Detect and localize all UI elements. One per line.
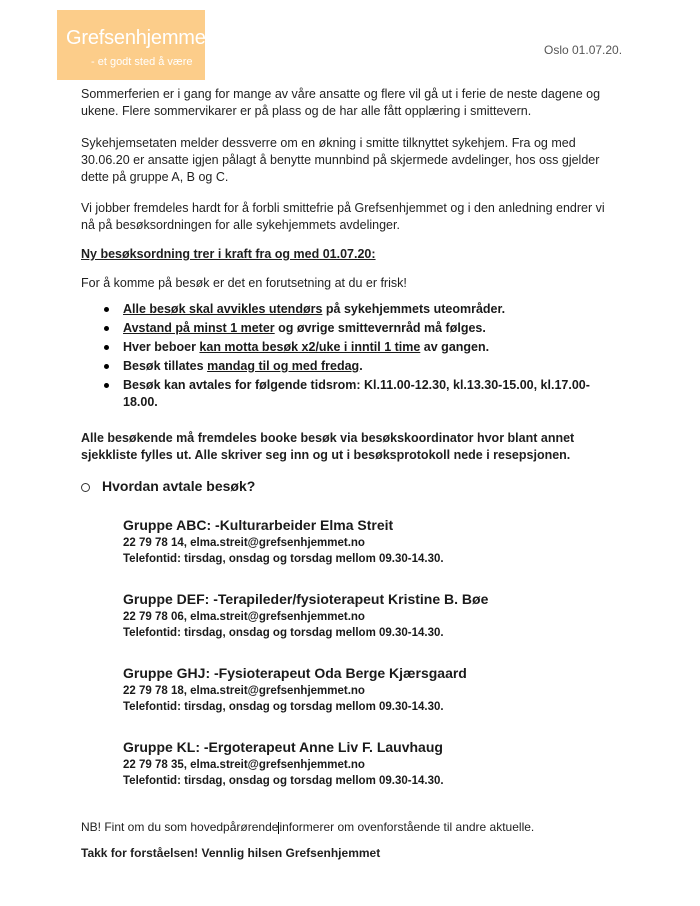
group-hours: Telefontid: tirsdag, onsdag og torsdag mellom 09.30-14.30.: [123, 553, 444, 565]
nb-note-start: NB! Fint om du som hovedpårørende: [81, 820, 279, 834]
nb-note: [81, 819, 621, 836]
group-contact: 22 79 78 35, elma.streit@grefsenhjemmet.no: [123, 759, 365, 771]
rule-3-prefix: Hver beboer: [123, 340, 200, 354]
rule-2-emphasis: Avstand på minst 1 meter: [123, 321, 275, 335]
group-title: Gruppe KL: -Ergoterapeut Anne Liv F. Lauvhaug: [123, 739, 443, 755]
nb-note-end: informerer om ovenforstående til andre aktuelle.: [279, 820, 535, 834]
document-date: Oslo 01.07.20.: [544, 43, 623, 57]
contact-group-kl: [123, 737, 603, 789]
booking-note: Alle besøkende må fremdeles booke besøk via besøkskoordinator hvor blant annet sjekkliste fylles ut. Alle skriver seg inn og ut i besøksprotokoll nede i resepsjonen.: [81, 431, 575, 462]
group-contact: 22 79 78 14, elma.streit@grefsenhjemmet.no: [123, 537, 365, 549]
rule-5-text: Besøk kan avtales for følgende tidsrom: Kl.11.00-12.30, kl.13.30-15.00, kl.17.00-18.00.: [123, 378, 590, 409]
rule-3-text: av gangen.: [420, 340, 490, 354]
contact-group-abc: [123, 515, 603, 567]
list-item: [81, 358, 621, 375]
contact-group-def: [123, 589, 603, 641]
rule-1-text: på sykehjemmets uteområder.: [322, 302, 506, 316]
rule-3-emphasis: kan motta besøk x2/uke i inntil 1 time: [199, 340, 421, 354]
rule-1-emphasis: Alle besøk skal avvikles utendørs: [123, 302, 323, 316]
rule-4-emphasis: mandag til og med fredag: [207, 359, 360, 373]
logo-subtitle: - et godt sted å være: [91, 56, 193, 68]
logo-title: Grefsenhjemmet: [66, 27, 212, 49]
group-title: Gruppe GHJ: -Fysioterapeut Oda Berge Kjærsgaard: [123, 665, 467, 681]
list-item: [81, 377, 621, 411]
group-contact: 22 79 78 18, elma.streit@grefsenhjemmet.no: [123, 685, 365, 697]
intro-paragraph-3: Vi jobber fremdeles hardt for å forbli smittefrie på Grefsenhjemmet og i den anledning endrer vi nå på besøksordningen for alle sykehjemmets avdelinger.: [81, 201, 605, 232]
group-hours: Telefontid: tirsdag, onsdag og torsdag mellom 09.30-14.30.: [123, 627, 444, 639]
logo: [57, 10, 212, 80]
group-hours: Telefontid: tirsdag, onsdag og torsdag mellom 09.30-14.30.: [123, 701, 444, 713]
new-rule-heading: Ny besøksordning trer i kraft fra og med 01.07.20:: [81, 247, 376, 261]
intro-paragraph-1: Sommerferien er i gang for mange av våre ansatte og flere vil gå ut i ferie de neste dagene og ukene. Flere sommervikarer er på plass og de har alle fått opplæring i smittevern.: [81, 87, 601, 118]
list-item: [81, 339, 621, 356]
contact-group-ghj: [123, 663, 603, 715]
group-title: Gruppe ABC: -Kulturarbeider Elma Streit: [123, 517, 394, 533]
circle-bullet-icon: [81, 483, 90, 492]
howto-heading-text: Hvordan avtale besøk?: [102, 478, 256, 494]
howto-heading: [81, 478, 255, 494]
group-hours: Telefontid: tirsdag, onsdag og torsdag mellom 09.30-14.30.: [123, 775, 444, 787]
rule-4-prefix: Besøk tillates: [123, 359, 208, 373]
closing-text: Takk for forståelsen! Vennlig hilsen Grefsenhjemmet: [81, 846, 381, 860]
group-contact: 22 79 78 06, elma.streit@grefsenhjemmet.no: [123, 611, 365, 623]
list-item: [81, 301, 621, 318]
requirement-text: For å komme på besøk er det en forutsetning at du er frisk!: [81, 276, 407, 290]
intro-paragraph-2: Sykehjemsetaten melder dessverre om en økning i smitte tilknyttet sykehjem. Fra og med 30.06.20 er ansatte igjen pålagt å benytte munnbind på skjermede avdelinger, hos oss gjelder dette på gruppe A, B og C.: [81, 136, 600, 184]
rule-4-text: .: [359, 359, 363, 373]
rule-2-text: og øvrige smittevernråd må følges.: [274, 321, 486, 335]
group-title: Gruppe DEF: -Terapileder/fysioterapeut Kristine B. Bøe: [123, 591, 489, 607]
visit-rules-list: [81, 301, 621, 413]
list-item: [81, 320, 621, 337]
